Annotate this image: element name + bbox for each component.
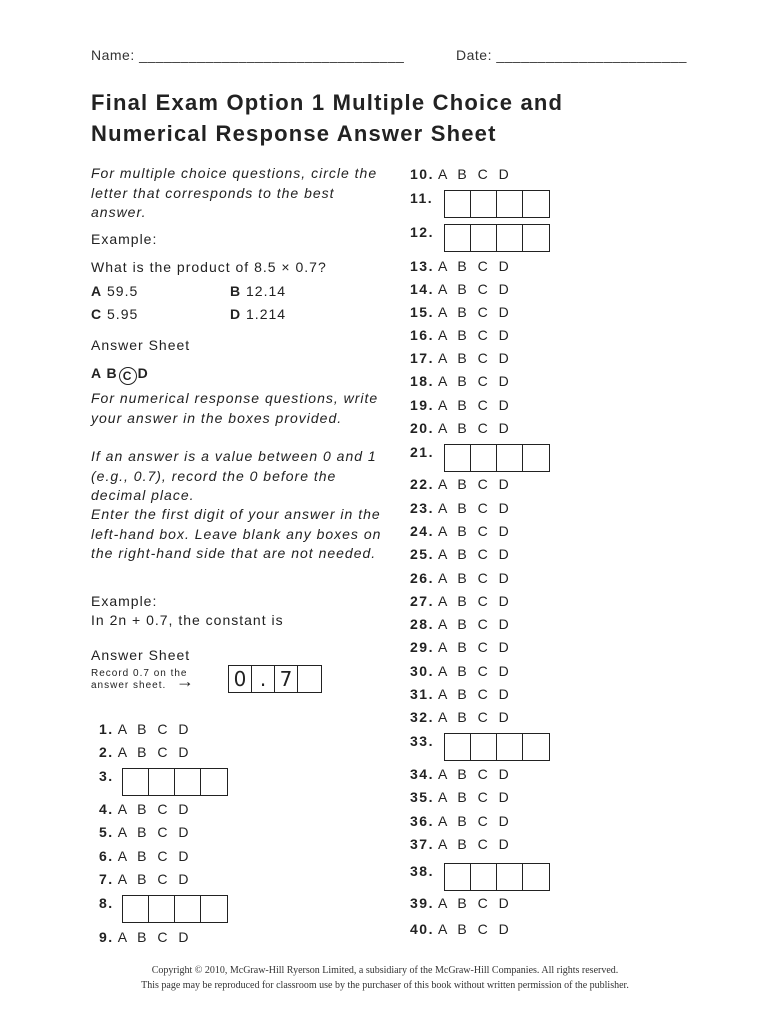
choice-options[interactable]: A B C D: [437, 304, 510, 320]
question-13: [410, 258, 510, 274]
question-16: [410, 327, 510, 343]
choice-value: 12.14: [246, 283, 287, 299]
question-number: 27.: [410, 593, 434, 609]
numeric-answer-boxes[interactable]: [444, 190, 550, 218]
question-number: 2.: [99, 744, 114, 760]
example-answer-a: A: [91, 365, 102, 381]
choice-value: 1.214: [246, 306, 287, 322]
digit-box[interactable]: [497, 191, 523, 217]
choice-options[interactable]: A B C D: [117, 929, 190, 945]
digit-box[interactable]: [175, 769, 201, 795]
question-1: [99, 721, 189, 737]
example-answer-b: B: [106, 365, 118, 381]
numeric-answer-boxes[interactable]: [122, 768, 228, 796]
digit-box[interactable]: [445, 445, 471, 471]
page-title-line1: Final Exam Option 1 Multiple Choice and: [91, 90, 564, 115]
choice-options[interactable]: A B C D: [437, 546, 510, 562]
choice-options[interactable]: A B C D: [437, 616, 510, 632]
permission-line: This page may be reproduced for classroom use by the purchaser of this book without written permission of the publisher.: [141, 980, 629, 991]
question-22: [410, 476, 510, 492]
question-26: [410, 570, 510, 586]
question-number: 10.: [410, 166, 434, 182]
choice-options[interactable]: A B C D: [437, 281, 510, 297]
example2-text: In 2n + 0.7, the constant is: [91, 612, 284, 628]
question-number: 39.: [410, 895, 434, 911]
question-19: [410, 397, 510, 413]
question-number: 38.: [410, 863, 434, 879]
question-number: 12.: [410, 224, 434, 240]
digit-box[interactable]: [471, 225, 497, 251]
choice-options[interactable]: A B C D: [437, 686, 510, 702]
digit-box[interactable]: [471, 445, 497, 471]
digit-box[interactable]: [175, 896, 201, 922]
numeric-answer-boxes[interactable]: [444, 444, 550, 472]
question-36: [410, 813, 510, 829]
digit-box[interactable]: [123, 896, 149, 922]
question-25: [410, 546, 510, 562]
digit-box[interactable]: [149, 896, 175, 922]
digit-box[interactable]: [523, 191, 549, 217]
question-number: 9.: [99, 929, 114, 945]
choice-options[interactable]: A B C D: [117, 871, 190, 887]
choice-options[interactable]: A B C D: [437, 813, 510, 829]
question-29: [410, 639, 510, 655]
question-15: [410, 304, 510, 320]
choice-options[interactable]: A B C D: [437, 836, 510, 852]
question-number: 40.: [410, 921, 434, 937]
choice-options[interactable]: A B C D: [437, 476, 510, 492]
question-number: 25.: [410, 546, 434, 562]
digit-box[interactable]: [523, 864, 549, 890]
question-39: [410, 895, 510, 911]
digit-box[interactable]: [497, 225, 523, 251]
question-8: [99, 895, 114, 911]
question-number: 31.: [410, 686, 434, 702]
question-number: 32.: [410, 709, 434, 725]
choice-options[interactable]: A B C D: [437, 166, 510, 182]
choice-options[interactable]: A B C D: [437, 500, 510, 516]
digit-box[interactable]: [523, 445, 549, 471]
choice-options[interactable]: A B C D: [437, 397, 510, 413]
question-21: [410, 444, 434, 460]
example-digit-box: .: [252, 666, 275, 692]
question-32: [410, 709, 510, 725]
question-number: 13.: [410, 258, 434, 274]
question-6: [99, 848, 189, 864]
question-number: 16.: [410, 327, 434, 343]
digit-box[interactable]: [445, 734, 471, 760]
question-27: [410, 593, 510, 609]
question-38: [410, 863, 434, 879]
digit-box[interactable]: [201, 769, 227, 795]
question-40: [410, 921, 510, 937]
choice-options[interactable]: A B C D: [437, 373, 510, 389]
question-number: 29.: [410, 639, 434, 655]
choice-options[interactable]: A B C D: [437, 350, 510, 366]
choice-options[interactable]: A B C D: [117, 744, 190, 760]
example-digit-box: [298, 666, 321, 692]
question-number: 7.: [99, 871, 114, 887]
digit-box[interactable]: [523, 225, 549, 251]
nr-rule-leading-zero: If an answer is a value between 0 and 1 (e.g., 0.7), record the 0 before the decimal place.: [91, 448, 377, 503]
answer-sheet2-label: Answer Sheet: [91, 647, 191, 663]
question-11: [410, 190, 433, 206]
example-choice-d: [230, 306, 286, 322]
question-number: 17.: [410, 350, 434, 366]
example-choice-c: [91, 306, 138, 322]
choice-options[interactable]: A B C D: [437, 523, 510, 539]
question-9: [99, 929, 189, 945]
choice-options[interactable]: A B C D: [437, 327, 510, 343]
mc-instructions: For multiple choice questions, circle the letter that corresponds to the best answer.: [91, 165, 378, 220]
choice-options[interactable]: A B C D: [117, 824, 190, 840]
digit-box[interactable]: [123, 769, 149, 795]
example-answer-d: D: [137, 365, 149, 381]
question-number: 37.: [410, 836, 434, 852]
record-note-line2: answer sheet.: [91, 680, 167, 691]
answer-sheet-label: Answer Sheet: [91, 337, 191, 353]
question-number: 19.: [410, 397, 434, 413]
question-23: [410, 500, 510, 516]
example-choice-b: [230, 283, 286, 299]
choice-options[interactable]: A B C D: [437, 663, 510, 679]
choice-options[interactable]: A B C D: [437, 709, 510, 725]
question-number: 23.: [410, 500, 434, 516]
question-number: 8.: [99, 895, 114, 911]
question-number: 26.: [410, 570, 434, 586]
arrow-icon: →: [176, 671, 194, 691]
numeric-answer-boxes[interactable]: [122, 895, 228, 923]
choice-options[interactable]: A B C D: [437, 639, 510, 655]
choice-options[interactable]: A B C D: [437, 593, 510, 609]
digit-box[interactable]: [445, 864, 471, 890]
date-field-label: Date: _______________________: [456, 47, 687, 63]
choice-options[interactable]: A B C D: [437, 895, 510, 911]
question-28: [410, 616, 510, 632]
digit-box[interactable]: [149, 769, 175, 795]
example-choice-a: [91, 283, 138, 299]
question-number: 21.: [410, 444, 434, 460]
question-number: 18.: [410, 373, 434, 389]
digit-box[interactable]: [497, 734, 523, 760]
choice-options[interactable]: A B C D: [117, 801, 190, 817]
digit-box[interactable]: [471, 191, 497, 217]
digit-box[interactable]: [445, 191, 471, 217]
question-4: [99, 801, 189, 817]
question-35: [410, 789, 510, 805]
question-34: [410, 766, 510, 782]
example-answer: [91, 365, 149, 385]
example-question: What is the product of 8.5 × 0.7?: [91, 259, 327, 275]
question-number: 30.: [410, 663, 434, 679]
question-number: 15.: [410, 304, 434, 320]
question-number: 24.: [410, 523, 434, 539]
question-17: [410, 350, 510, 366]
question-number: 20.: [410, 420, 434, 436]
question-2: [99, 744, 189, 760]
example-digit-box: 7: [275, 666, 298, 692]
question-number: 5.: [99, 824, 114, 840]
nr-rule-first-digit: Enter the first digit of your answer in the left-hand box. Leave blank any boxes on the right-hand side that are not needed.: [91, 506, 382, 561]
question-number: 4.: [99, 801, 114, 817]
digit-box[interactable]: [471, 734, 497, 760]
question-number: 34.: [410, 766, 434, 782]
question-number: 6.: [99, 848, 114, 864]
question-5: [99, 824, 189, 840]
circled-answer: C: [119, 367, 137, 385]
question-12: [410, 224, 434, 240]
digit-box[interactable]: [471, 864, 497, 890]
example-digit-box: 0: [229, 666, 252, 692]
question-number: 35.: [410, 789, 434, 805]
question-33: [410, 733, 434, 749]
question-3: [99, 768, 114, 784]
choice-options[interactable]: A B C D: [437, 921, 510, 937]
question-number: 22.: [410, 476, 434, 492]
choice-letter: D: [230, 306, 242, 322]
choice-value: 5.95: [107, 306, 139, 322]
question-number: 14.: [410, 281, 434, 297]
question-10: [410, 166, 510, 182]
digit-box[interactable]: [497, 864, 523, 890]
question-number: 11.: [410, 190, 434, 206]
record-note-line1: Record 0.7 on the: [91, 668, 188, 679]
page-title-line2: Numerical Response Answer Sheet: [91, 121, 497, 146]
record-note: [91, 668, 188, 692]
choice-options[interactable]: A B C D: [437, 420, 510, 436]
question-number: 33.: [410, 733, 434, 749]
question-number: 1.: [99, 721, 114, 737]
numeric-answer-boxes[interactable]: [444, 733, 550, 761]
question-18: [410, 373, 510, 389]
choice-letter: A: [91, 283, 103, 299]
copyright-line: Copyright © 2010, McGraw-Hill Ryerson Limited, a subsidiary of the McGraw-Hill Companies. All rights reserved.: [151, 965, 619, 976]
choice-options[interactable]: A B C D: [437, 570, 510, 586]
name-field-label: Name: ________________________________: [91, 47, 405, 63]
choice-options[interactable]: A B C D: [117, 848, 190, 864]
choice-options[interactable]: A B C D: [437, 766, 510, 782]
question-number: 28.: [410, 616, 434, 632]
choice-options[interactable]: A B C D: [437, 258, 510, 274]
digit-box[interactable]: [445, 225, 471, 251]
question-30: [410, 663, 510, 679]
question-31: [410, 686, 510, 702]
choice-options[interactable]: A B C D: [437, 789, 510, 805]
nr-instructions: For numerical response questions, write your answer in the boxes provided.: [91, 390, 379, 426]
example-label: Example:: [91, 231, 158, 247]
example-answer-boxes: [228, 665, 322, 693]
choice-value: 59.5: [107, 283, 139, 299]
digit-box[interactable]: [523, 734, 549, 760]
question-7: [99, 871, 189, 887]
question-37: [410, 836, 510, 852]
example2-label: Example:: [91, 593, 158, 609]
choice-letter: C: [91, 306, 103, 322]
question-14: [410, 281, 510, 297]
choice-letter: B: [230, 283, 242, 299]
choice-options[interactable]: A B C D: [117, 721, 190, 737]
question-number: 3.: [99, 768, 114, 784]
question-24: [410, 523, 510, 539]
numeric-answer-boxes[interactable]: [444, 863, 550, 891]
question-number: 36.: [410, 813, 434, 829]
digit-box[interactable]: [201, 896, 227, 922]
question-20: [410, 420, 510, 436]
digit-box[interactable]: [497, 445, 523, 471]
numeric-answer-boxes[interactable]: [444, 224, 550, 252]
